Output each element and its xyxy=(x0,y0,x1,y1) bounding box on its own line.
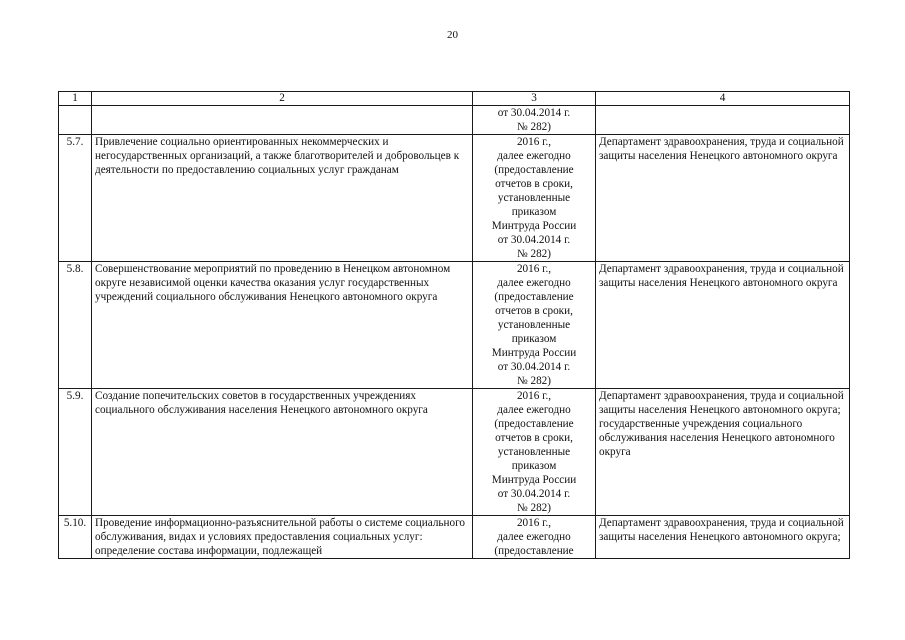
row-term xyxy=(473,389,596,516)
continuation-num-cell xyxy=(59,106,92,135)
term-line: 2016 г., xyxy=(516,263,552,275)
executor-line: Департамент здравоохранения, труда и социальной защиты населения Ненецкого автономного округа; xyxy=(599,517,844,543)
term-line: Минтруда России xyxy=(491,474,577,486)
term-line: (предоставление xyxy=(494,164,574,176)
term-line: № 282) xyxy=(517,121,551,133)
executor-line: Департамент здравоохранения, труда и социальной защиты населения Ненецкого автономного округа; xyxy=(599,390,844,416)
term-line: далее ежегодно xyxy=(497,404,571,416)
term-line: установленные xyxy=(497,319,571,331)
term-line: установленные xyxy=(497,446,571,458)
term-line: отчетов в сроки, xyxy=(495,305,573,317)
term-line: 2016 г., xyxy=(516,390,552,402)
row-number: 5.9. xyxy=(59,389,92,516)
table-row xyxy=(59,516,850,559)
term-line: (предоставление xyxy=(494,545,574,557)
page-number: 20 xyxy=(447,29,458,41)
row-executor xyxy=(596,516,850,559)
term-line: приказом xyxy=(511,460,557,472)
row-term xyxy=(473,135,596,262)
term-line: отчетов в сроки, xyxy=(495,432,573,444)
row-number: 5.10. xyxy=(59,516,92,559)
term-line: (предоставление xyxy=(494,291,574,303)
term-line: приказом xyxy=(511,206,557,218)
executor-line: Департамент здравоохранения, труда и социальной защиты населения Ненецкого автономного округа xyxy=(599,263,844,289)
executor-line: Департамент здравоохранения, труда и социальной защиты населения Ненецкого автономного округа xyxy=(599,136,844,162)
term-line: от 30.04.2014 г. xyxy=(497,234,571,246)
table-row xyxy=(59,135,850,262)
header-row xyxy=(59,92,850,106)
term-line: 2016 г., xyxy=(516,136,552,148)
row-executor xyxy=(596,135,850,262)
row-executor xyxy=(596,262,850,389)
row-description: Совершенствование мероприятий по проведению в Ненецком автономном округе независимой оценки качества оказания услуг государственных учреждений социального обслуживания Ненецкого автономного округа xyxy=(92,262,473,389)
continuation-row xyxy=(59,106,850,135)
row-term xyxy=(473,262,596,389)
term-line: установленные xyxy=(497,192,571,204)
term-line: 2016 г., xyxy=(516,517,552,529)
row-executor xyxy=(596,389,850,516)
continuation-desc-cell xyxy=(92,106,473,135)
table-row xyxy=(59,262,850,389)
term-line: далее ежегодно xyxy=(497,277,571,289)
term-line: приказом xyxy=(511,333,557,345)
table-row xyxy=(59,389,850,516)
row-term xyxy=(473,516,596,559)
term-line: № 282) xyxy=(517,375,551,387)
row-description: Создание попечительских советов в государственных учреждениях социального обслуживания населения Ненецкого автономного округа xyxy=(92,389,473,516)
term-line: от 30.04.2014 г. xyxy=(497,488,571,500)
term-line: от 30.04.2014 г. xyxy=(497,107,571,119)
term-line: (предоставление xyxy=(494,418,574,430)
header-col-2: 2 xyxy=(92,92,473,106)
row-description: Проведение информационно-разъяснительной работы о системе социального обслуживания, видах и условиях предоставления социальных услуг: определение состава информации, подлежащей xyxy=(92,516,473,559)
term-line: от 30.04.2014 г. xyxy=(497,361,571,373)
term-line: № 282) xyxy=(517,502,551,514)
header-col-1: 1 xyxy=(59,92,92,106)
continuation-term-cell xyxy=(473,106,596,135)
header-col-4: 4 xyxy=(596,92,850,106)
term-line: далее ежегодно xyxy=(497,531,571,543)
header-col-3: 3 xyxy=(473,92,596,106)
continuation-exec-cell xyxy=(596,106,850,135)
term-line: далее ежегодно xyxy=(497,150,571,162)
row-number: 5.7. xyxy=(59,135,92,262)
plan-table xyxy=(58,91,850,559)
term-line: Минтруда России xyxy=(491,347,577,359)
term-line: отчетов в сроки, xyxy=(495,178,573,190)
row-number: 5.8. xyxy=(59,262,92,389)
executor-line: государственные учреждения социального обслуживания населения Ненецкого автономного округа xyxy=(599,418,835,458)
row-description: Привлечение социально ориентированных некоммерческих и негосударственных организаций, а также благотворителей и добровольцев к деятельности по предоставлению социальных услуг гражданам xyxy=(92,135,473,262)
term-line: № 282) xyxy=(517,248,551,260)
term-line: Минтруда России xyxy=(491,220,577,232)
